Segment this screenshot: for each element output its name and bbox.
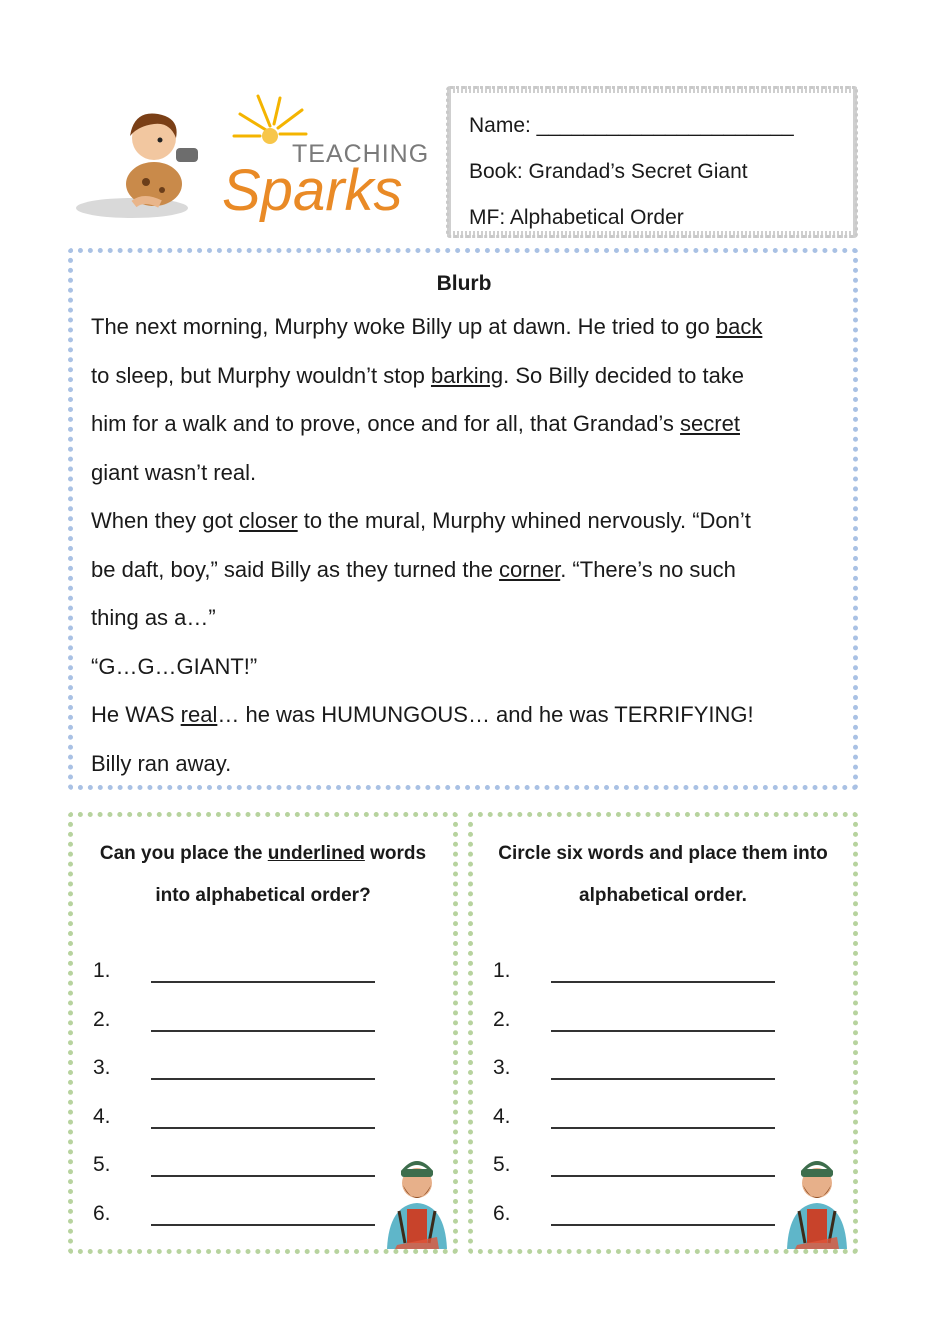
answer-row — [493, 1141, 775, 1190]
answer-number: 6. — [93, 1201, 111, 1225]
blurb-line — [91, 303, 837, 352]
answer-number: 5. — [493, 1153, 511, 1177]
answer-number: 4. — [93, 1104, 111, 1128]
answer-row — [93, 1093, 375, 1142]
circle-words-activity — [468, 812, 858, 1254]
answer-row — [493, 1093, 775, 1142]
text-segment: When they got — [91, 508, 239, 533]
answer-blank-line[interactable] — [151, 1066, 375, 1080]
underlined-word: secret — [680, 411, 740, 436]
answer-row — [493, 1190, 775, 1239]
text-segment: . So Billy decided to take — [503, 362, 745, 388]
answer-row — [93, 947, 375, 996]
blurb-title: Blurb — [436, 272, 492, 295]
underlined-word: corner — [499, 556, 561, 582]
answer-row — [493, 947, 775, 996]
answer-blank-line[interactable] — [551, 969, 775, 983]
underlined-words-activity — [68, 812, 458, 1254]
blurb-line — [91, 400, 837, 449]
underlined-word: closer — [238, 508, 298, 533]
focus-label: MF: Alphabetical Order — [469, 206, 684, 229]
giant-illustration-icon — [377, 1149, 457, 1249]
activity-left-title-line2: into alphabetical order? — [155, 885, 371, 906]
blurb-text — [91, 303, 837, 788]
text-segment: Billy ran away. — [91, 750, 232, 776]
text-segment: . “There’s no such — [560, 556, 736, 582]
text-segment: He WAS — [91, 702, 181, 727]
blurb-line — [91, 497, 837, 546]
text-segment: thing as a…” — [91, 605, 216, 630]
answer-number: 3. — [93, 1056, 111, 1080]
name-field-label: Name: ______________________ — [469, 114, 794, 137]
text-segment: giant wasn’t real. — [91, 459, 257, 485]
underlined-word: barking — [430, 362, 504, 388]
answer-number: 2. — [493, 1007, 511, 1031]
teaching-sparks-logo — [74, 92, 436, 232]
answer-lines-left — [93, 947, 375, 1238]
text-segment: to sleep, but Murphy wouldn’t stop — [91, 362, 431, 388]
blurb-box — [68, 248, 858, 790]
answer-row — [93, 1044, 375, 1093]
text-segment: “G…G…GIANT!” — [91, 653, 258, 679]
activity-left-title — [91, 833, 435, 875]
giant-illustration-icon — [777, 1149, 857, 1249]
blurb-line — [91, 594, 837, 643]
text-segment: be daft, boy,” said Billy as they turned the — [91, 556, 500, 582]
worksheet-info-box — [446, 86, 858, 238]
answer-row — [93, 996, 375, 1045]
blurb-line — [91, 546, 837, 595]
activity-right-title: Circle six words and place them into — [498, 843, 828, 864]
answer-blank-line[interactable] — [551, 1163, 775, 1177]
answer-number: 1. — [93, 959, 111, 983]
answer-number: 2. — [93, 1007, 111, 1031]
answer-lines-right — [493, 947, 775, 1238]
blurb-line — [91, 643, 837, 692]
text-segment: to the mural, Murphy whined nervously. “Don’t — [297, 508, 751, 533]
logo-text-sparks: Sparks — [222, 158, 403, 223]
text-segment: Can you place the — [99, 843, 268, 864]
text-segment: … he was HUMUNGOUS… and he was TERRIFYING! — [217, 702, 754, 727]
answer-blank-line[interactable] — [151, 969, 375, 983]
logo-text-teaching: TEACHING — [292, 140, 430, 168]
blurb-line — [91, 449, 837, 498]
answer-blank-line[interactable] — [151, 1115, 375, 1129]
blurb-line — [91, 352, 837, 401]
blurb-line — [91, 691, 837, 740]
text-segment: The next morning, Murphy woke Billy up at dawn. He tried to go — [91, 314, 716, 339]
answer-number: 3. — [493, 1056, 511, 1080]
answer-row — [493, 1044, 775, 1093]
logo-graphic — [74, 92, 436, 232]
answer-row — [93, 1141, 375, 1190]
answer-row — [493, 996, 775, 1045]
answer-blank-line[interactable] — [151, 1212, 375, 1226]
answer-number: 1. — [493, 959, 511, 983]
answer-blank-line[interactable] — [551, 1212, 775, 1226]
book-title-label: Book: Grandad’s Secret Giant — [469, 160, 748, 183]
blurb-line — [91, 740, 837, 789]
answer-blank-line[interactable] — [151, 1018, 375, 1032]
answer-number: 4. — [493, 1104, 511, 1128]
underlined-word: underlined — [267, 843, 365, 864]
answer-blank-line[interactable] — [551, 1066, 775, 1080]
answer-blank-line[interactable] — [551, 1115, 775, 1129]
activity-right-title-line2: alphabetical order. — [579, 885, 747, 906]
answer-row — [93, 1190, 375, 1239]
text-segment: words — [364, 843, 427, 864]
text-segment: him for a walk and to prove, once and for all, that Grandad’s — [91, 411, 681, 436]
answer-blank-line[interactable] — [151, 1163, 375, 1177]
answer-number: 5. — [93, 1153, 111, 1177]
underlined-word: back — [715, 314, 763, 339]
answer-blank-line[interactable] — [551, 1018, 775, 1032]
underlined-word: real — [180, 702, 218, 727]
answer-number: 6. — [493, 1201, 511, 1225]
